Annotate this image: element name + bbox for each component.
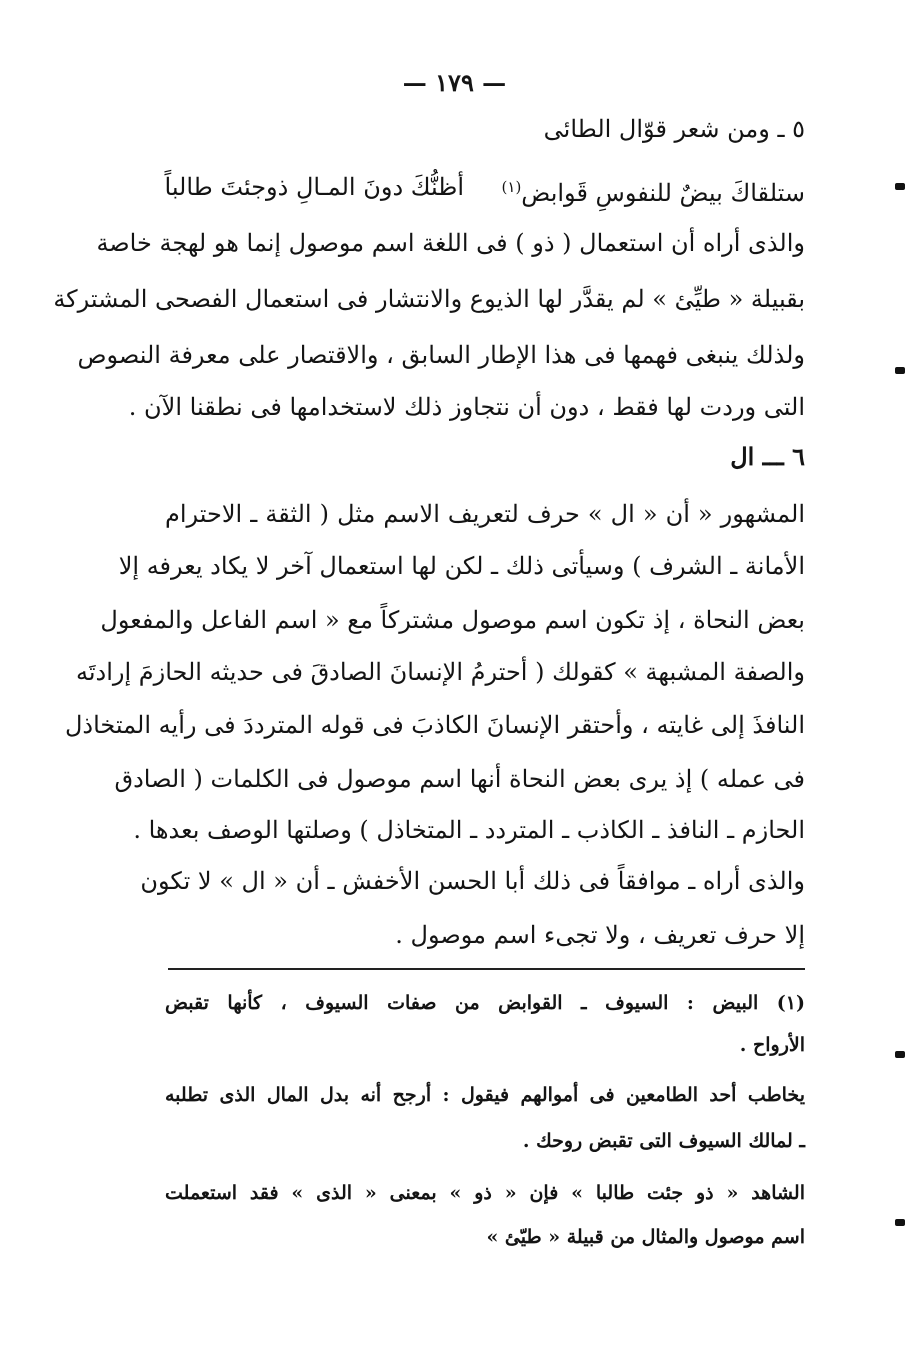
paragraph-line: والذى أراه أن استعمال ( ذو ) فى اللغة اسم موصول إنما هو لهجة خاصة xyxy=(96,229,805,257)
paragraph-line: بعض النحاة ، إذ تكون اسم موصول مشتركاً مع « اسم الفاعل والمفعول xyxy=(100,606,805,634)
footnote-line: الأرواح . xyxy=(739,1034,805,1056)
paragraph-line: التى وردت لها فقط ، دون أن نتجاوز ذلك لاستخدامها فى نطقنا الآن . xyxy=(128,393,805,421)
scan-margin-mark xyxy=(895,1219,905,1226)
footnote-line: يخاطب أحد الطامعين فى أموالهم فيقول : أرجح أنه بدل المال الذى تطلبه xyxy=(165,1084,805,1106)
footnote-divider xyxy=(168,968,805,970)
paragraph-line: فى عمله ) إذ يرى بعض النحاة أنها اسم موصول فى الكلمات ( الصادق xyxy=(114,765,805,793)
paragraph-line: والصفة المشبهة » كقولك ( أحترمُ الإنسانَ الصادقَ فى حديثه الحازمَ إرادتَه xyxy=(75,658,805,686)
scan-margin-mark xyxy=(895,367,905,374)
footnote-line: ـ لمالك السيوف التى تقبض روحك . xyxy=(522,1130,805,1152)
paragraph-line: النافذَ إلى غايته ، وأحتقر الإنسانَ الكاذبَ فى قوله المترددَ فى رأيه المتخاذل xyxy=(64,711,805,739)
footnote-line: اسم موصول والمثال من قبيلة « طيّئ » xyxy=(486,1226,805,1248)
paragraph-line: والذى أراه ـ موافقاً فى ذلك أبا الحسن الأخفش ـ أن « ال » لا تكون xyxy=(140,867,805,895)
scan-margin-mark xyxy=(895,1051,905,1058)
verse-second-text: ستلقاكَ بيضٌ للنفوسِ قَوابض xyxy=(521,179,805,207)
paragraph-line: بقبيلة « طيِّئ » لم يقدَّر لها الذيوع والانتشار فى استعمال الفصحى المشتركة xyxy=(53,285,805,313)
paragraph-line: ولذلك ينبغى فهمها فى هذا الإطار السابق ، والاقتصار على معرفة النصوص xyxy=(77,341,805,369)
footnote-marker: (١) xyxy=(501,178,522,196)
verse-first-hemistich: أظنُّكَ دونَ المـالِ ذوجئتَ طالباً xyxy=(164,173,464,201)
section-heading: ٥ ـ ومن شعر قوّال الطائى xyxy=(543,115,805,143)
verse-second-hemistich xyxy=(501,170,805,210)
footnote-line: (١) البيض : السيوف ـ القوابض من صفات السيوف ، كأنها تقبض xyxy=(165,992,805,1014)
paragraph-line: الحازم ـ النافذ ـ الكاذب ـ المتردد ـ المتخاذل ) وصلتها الوصف بعدها . xyxy=(133,816,805,844)
subheading: ٦ ـــ ال xyxy=(730,442,805,471)
paragraph-line: المشهور « أن « ال » حرف لتعريف الاسم مثل ( الثقة ـ الاحترام xyxy=(165,500,805,528)
scan-margin-mark xyxy=(895,183,905,190)
paragraph-line: الأمانة ـ الشرف ) وسيأتى ذلك ـ لكن لها استعمال آخر لا يكاد يعرفه إلا xyxy=(118,552,805,580)
paragraph-line: إلا حرف تعريف ، ولا تجىء اسم موصول . xyxy=(395,921,805,949)
page-number: — ١٧٩ — xyxy=(402,68,507,97)
footnote-line: الشاهد « ذو جئت طالبا » فإن « ذو » بمعنى « الذى » فقد استعملت xyxy=(165,1182,805,1204)
